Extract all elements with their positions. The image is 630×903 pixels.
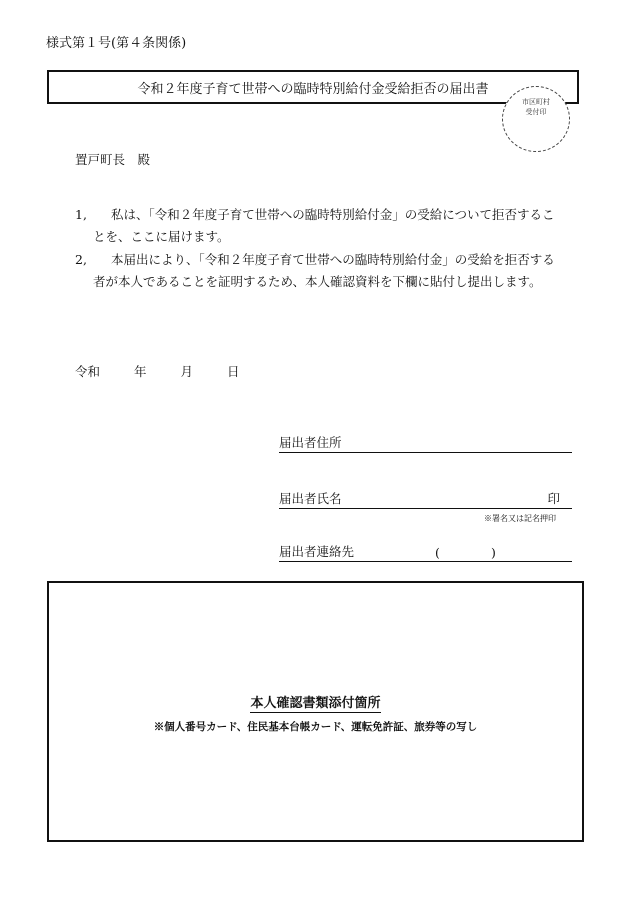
- declaration-item-2: [75, 249, 555, 293]
- stamp-label-line2: 受付印: [525, 108, 547, 116]
- document-title-box: [47, 70, 579, 104]
- item-number: 1,: [75, 207, 87, 222]
- stamp-label-line1: 市区町村: [522, 98, 550, 106]
- name-field[interactable]: [279, 490, 572, 509]
- id-document-attachment-box[interactable]: [47, 581, 584, 842]
- date-row: [75, 362, 239, 380]
- signature-note: ※署名又は記名押印: [484, 514, 556, 523]
- attachment-note: ※個人番号カード、住民基本台帳カード、運転免許証、旅券等の写し: [153, 721, 478, 733]
- date-day: 日: [226, 364, 240, 379]
- attachment-title: [49, 692, 582, 711]
- name-label: 届出者氏名: [279, 491, 342, 506]
- seal-mark: 印: [547, 491, 560, 506]
- date-month: 月: [180, 364, 193, 379]
- attachment-title-text: 本人確認書類添付箇所: [250, 696, 381, 711]
- item-text: 本届出により、「令和２年度子育て世帯への臨時特別給付金」の受給を拒否する者が本人であることを証明するため、本人確認資料を下欄に貼付し提出します。: [93, 252, 555, 289]
- contact-paren-close: ): [491, 545, 496, 560]
- date-era: 令和: [75, 364, 101, 379]
- item-number: 2,: [75, 252, 87, 267]
- date-year: 年: [133, 364, 147, 379]
- document-title: 令和２年度子育て世帯への臨時特別給付金受給拒否の届出書: [137, 81, 489, 97]
- addressee: 置戸町長 殿: [75, 152, 151, 167]
- form-number: 様式第１号(第４条関係): [46, 36, 187, 51]
- item-text: 私は、「令和２年度子育て世帯への臨時特別給付金」の受給について拒否することを、ここに届けます。: [93, 207, 555, 244]
- contact-label: 届出者連絡先: [279, 544, 355, 559]
- contact-paren-open: (: [435, 545, 440, 560]
- reception-stamp-area: [502, 86, 570, 152]
- declaration-item-1: [75, 204, 555, 248]
- address-label: 届出者住所: [279, 435, 342, 450]
- address-field[interactable]: [279, 434, 572, 453]
- contact-field[interactable]: [279, 543, 572, 562]
